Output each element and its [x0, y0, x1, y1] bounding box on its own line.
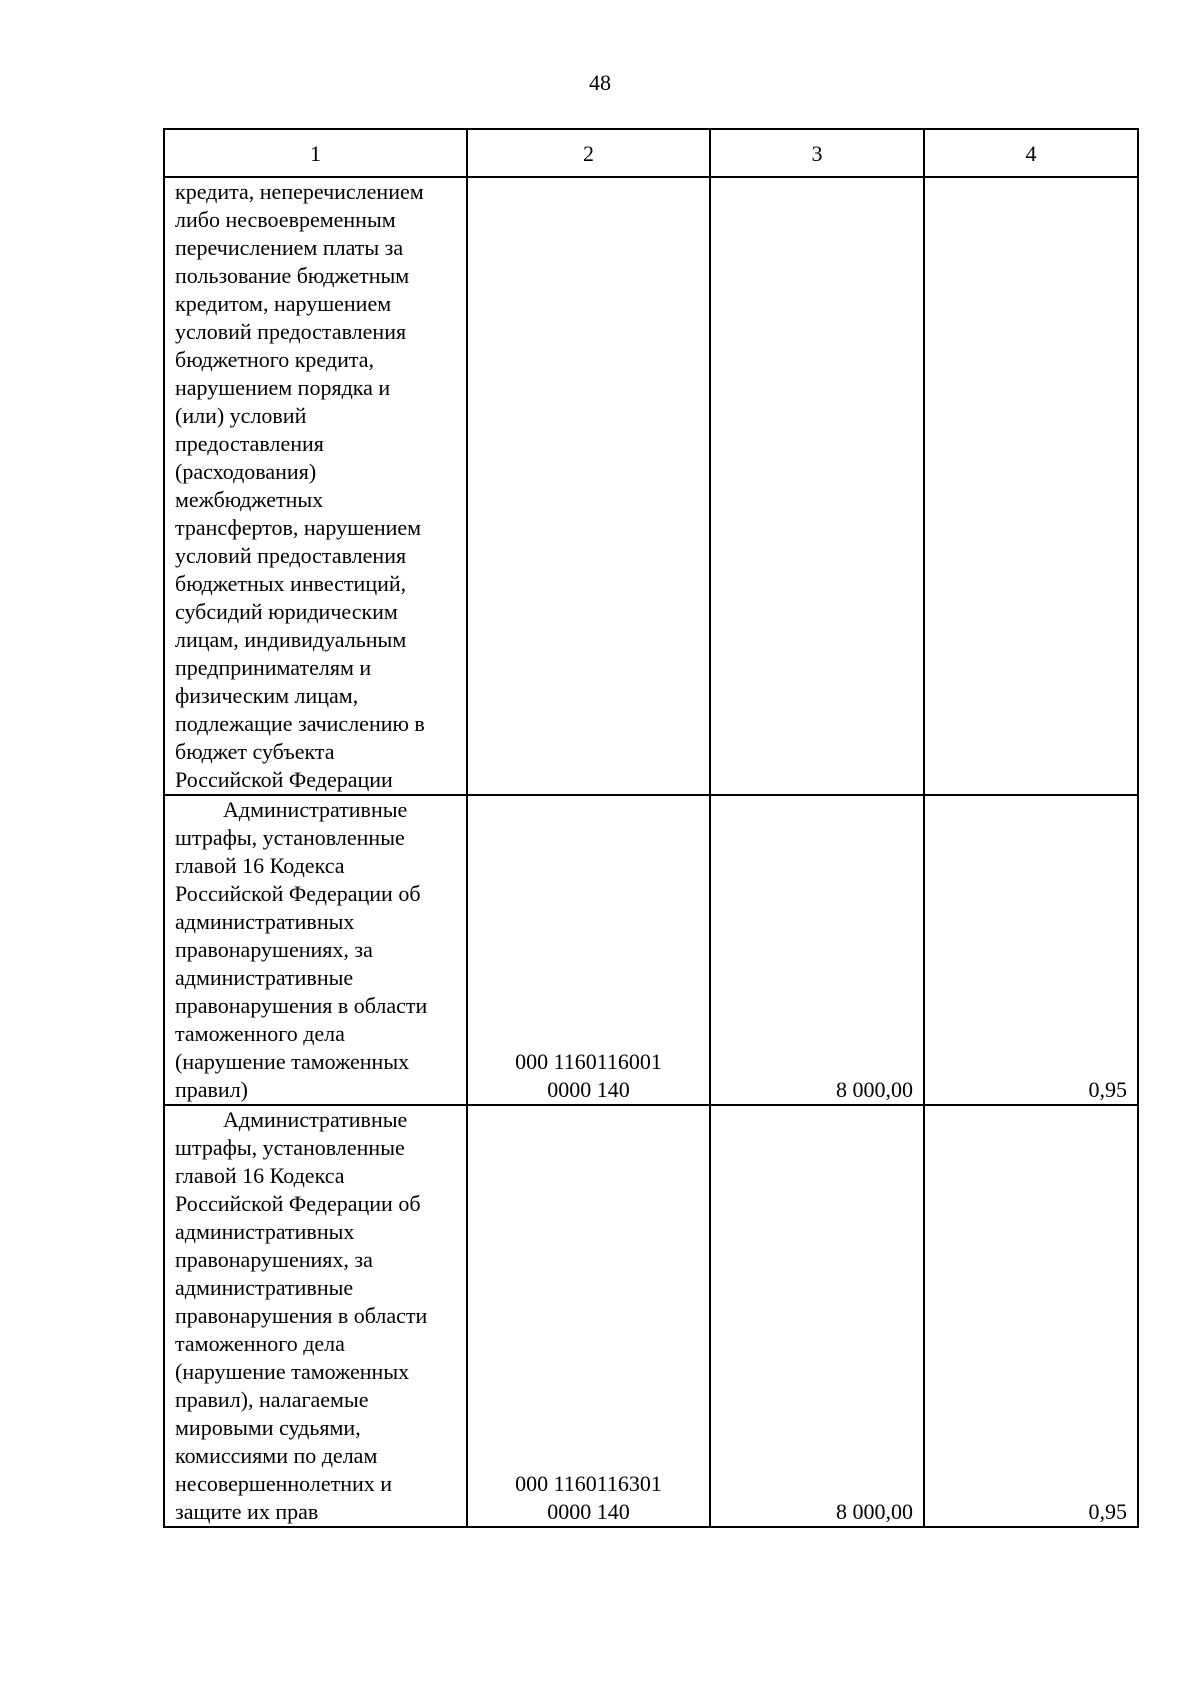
name-line: (нарушение таможенных	[175, 1359, 410, 1384]
name-line: пользование бюджетным	[175, 263, 410, 288]
name-line: подлежащие зачислению в	[175, 711, 425, 736]
column-header-2: 2	[467, 129, 710, 177]
name-line: бюджет субъекта	[175, 739, 335, 764]
name-line: правонарушения в области	[175, 1303, 428, 1328]
name-line: Российской Федерации	[175, 767, 393, 792]
budget-code-cell	[467, 1105, 710, 1527]
name-line: административных	[175, 909, 355, 934]
column-header-3: 3	[710, 129, 924, 177]
table-row	[164, 795, 1138, 1105]
name-line: таможенного дела	[175, 1331, 345, 1356]
name-line: правонарушения в области	[175, 993, 428, 1018]
name-line: бюджетных инвестиций,	[175, 571, 407, 596]
name-line: комиссиями по делам	[175, 1443, 378, 1468]
income-name-cell	[164, 177, 467, 795]
name-line: кредита, неперечислением	[175, 179, 424, 204]
code-line: 000 1160116301	[515, 1471, 662, 1496]
name-line: физическим лицам,	[175, 683, 359, 708]
table-row	[164, 177, 1138, 795]
name-line: штрафы, установленные	[175, 1135, 405, 1160]
name-line: таможенного дела	[175, 1021, 345, 1046]
budget-code-cell	[467, 795, 710, 1105]
name-line: трансфертов, нарушением	[175, 515, 422, 540]
name-line: межбюджетных	[175, 487, 324, 512]
name-line: (или) условий	[175, 403, 307, 428]
name-line: условий предоставления	[175, 319, 407, 344]
name-line: мировыми судьями,	[175, 1415, 361, 1440]
name-line: кредитом, нарушением	[175, 291, 392, 316]
name-line: Российской Федерации об	[175, 1191, 421, 1216]
share-cell: 0,95	[924, 1105, 1138, 1527]
name-line: нарушением порядка и	[175, 375, 391, 400]
name-line: перечислением платы за	[175, 235, 404, 260]
name-line: правонарушениях, за	[175, 937, 373, 962]
name-line: субсидий юридическим	[175, 599, 398, 624]
page-number: 48	[589, 70, 611, 95]
budget-code-cell	[467, 177, 710, 795]
name-line: либо несвоевременным	[175, 207, 396, 232]
amount-cell	[710, 177, 924, 795]
revenue-table	[163, 128, 1139, 1528]
share-cell: 0,95	[924, 795, 1138, 1105]
name-line: (нарушение таможенных	[175, 1049, 410, 1074]
code-line	[478, 738, 699, 766]
name-line: Административные	[223, 1107, 408, 1132]
name-line: административные	[175, 965, 354, 990]
column-header-4: 4	[924, 129, 1138, 177]
name-line: правил)	[175, 1077, 249, 1102]
name-line: Административные	[223, 797, 408, 822]
name-line: (расходования)	[175, 459, 317, 484]
name-line: главой 16 Кодекса	[175, 1163, 345, 1188]
code-line: 0000 140	[547, 1499, 630, 1524]
share-cell	[924, 177, 1138, 795]
name-line: предпринимателям и	[175, 655, 372, 680]
name-line: административных	[175, 1219, 355, 1244]
income-name-cell	[164, 795, 467, 1105]
table-row	[164, 1105, 1138, 1527]
name-line: правонарушениях, за	[175, 1247, 373, 1272]
name-line: Российской Федерации об	[175, 881, 421, 906]
amount-cell: 8 000,00	[710, 1105, 924, 1527]
name-line: защите их прав	[175, 1499, 319, 1524]
name-line: правил), налагаемые	[175, 1387, 369, 1412]
name-line: административные	[175, 1275, 354, 1300]
column-header-1: 1	[164, 129, 467, 177]
code-line	[478, 766, 699, 794]
amount-cell: 8 000,00	[710, 795, 924, 1105]
name-line: несовершеннолетних и	[175, 1471, 393, 1496]
name-line: бюджетного кредита,	[175, 347, 375, 372]
name-line: главой 16 Кодекса	[175, 853, 345, 878]
table-header-row	[164, 129, 1138, 177]
code-line: 000 1160116001	[515, 1049, 662, 1074]
income-name-cell	[164, 1105, 467, 1527]
name-line: штрафы, установленные	[175, 825, 405, 850]
code-line: 0000 140	[547, 1077, 630, 1102]
name-line: условий предоставления	[175, 543, 407, 568]
name-line: лицам, индивидуальным	[175, 627, 407, 652]
name-line: предоставления	[175, 431, 324, 456]
